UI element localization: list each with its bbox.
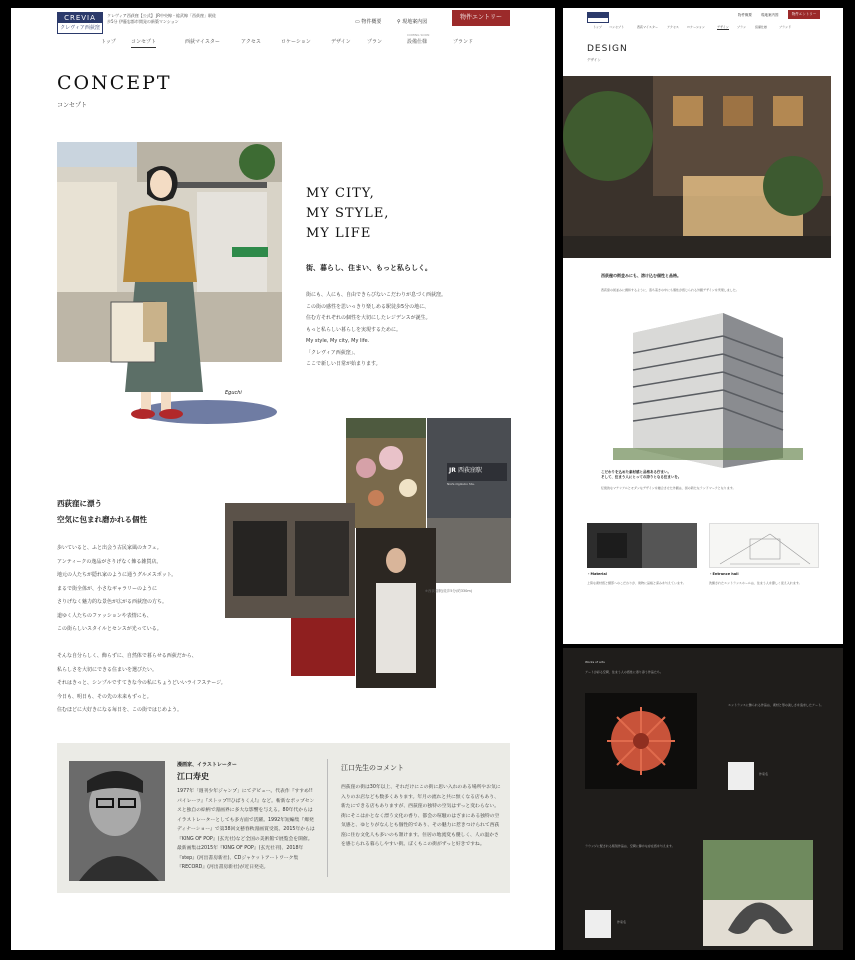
station-romaji: Nishi-Ogikubo Sta. — [447, 482, 475, 486]
entry-button[interactable]: 物件エントリー — [452, 10, 510, 26]
hero-body-line: 「クレヴィア西荻窪」、 — [306, 349, 359, 356]
hero-body-line: My style, My city, My life. — [306, 338, 370, 344]
nav-meister[interactable]: 西荻マイスター — [185, 39, 220, 45]
hero-body-line: もっと私らしい暮らしを実現するために。 — [306, 326, 402, 333]
outline-link[interactable]: ▭ 物件概要 — [355, 19, 382, 25]
works-intro: アートが彩る空間、住まう人の感性に寄り添う作品たち。 — [585, 670, 663, 674]
artist-portrait-2 — [585, 910, 611, 938]
comment-heading: 江口先生のコメント — [341, 764, 404, 772]
artist-bio: 1977年「週刊少年ジャンプ」にてデビュー。代表作『すすめ!!パイレーツ』『ストップ!!ひばりくん!』など。斬新なポップセンスと独自の絵柄で漫画界に多大な影響を与える。80年代からはイラストレーターとしても多方面で活躍。1992年短編集『爆発ディナーショー』で第38回文藝春秋漫画賞受賞。2015年からは『KING OF POP』(玄光社)など全国の美術館で展覧会を開催。最新画集は2015年『KING OF POP』(玄光社刊)、2018年『step』(河出書房新社)、CDジャケットアートワーク集『RECORD』(河出書房新社)が近日発売。 — [177, 789, 315, 870]
nav-brand[interactable]: ブランド — [453, 39, 474, 45]
sculpture-svg — [703, 840, 813, 946]
design-heading-2 — [601, 470, 681, 480]
section2-body-line: それはきっと、シンプルですてきな今の私にちょうどいいライフステージ。 — [57, 680, 226, 686]
works-label: Works of arts — [585, 660, 605, 664]
outline-link-label: 物件概要 — [361, 19, 382, 25]
section2-heading-line2: 空気に包まれ磨かれる個性 — [57, 515, 147, 524]
flowers-svg — [346, 418, 426, 528]
section2-body-line: さりげなく魅力的な景色が広がる西荻窪の方ち。 — [57, 599, 168, 605]
hero-line-3: MY LIFE — [306, 226, 372, 241]
section2-body-line: 地元の人たちが隠れ家のように通うグルメスポット。 — [57, 572, 177, 578]
entrance-label: ・Entrance hall — [709, 572, 739, 576]
section2-body-line: 住むほどに大好きになる毎日を、この街ではじめよう。 — [57, 707, 183, 713]
person-face — [386, 548, 406, 573]
artist-photo-svg — [69, 761, 165, 881]
artist-role: 漫画家、イラストレーター — [177, 762, 237, 768]
page-title: CONCEPT — [57, 72, 172, 94]
logo-bottom: クレヴィア西荻窪 — [60, 25, 100, 31]
artist-name: 江口寿史 — [177, 772, 209, 781]
nav-top[interactable]: トップ — [101, 39, 116, 45]
artist-text-2: ラウンジに配される彫刻作品は、空間に静かな存在感を与えます。 — [585, 844, 675, 848]
map-link[interactable]: ⚲ 現地案内図 — [397, 19, 428, 25]
concept-page — [11, 8, 555, 950]
building-svg — [593, 308, 813, 468]
station-sign — [447, 463, 507, 481]
nav-location[interactable]: ロケーション — [281, 39, 311, 45]
station-sign-text: 西荻窪駅 — [457, 467, 482, 474]
comment-body: 西荻窪の街は30年以上、それだけにこの街に思い入れのある場所やお気に入りのお店なども数多くあります。年月の流れと共に無くなる店もあり、新たにできる店もありますが、西荻窪の独特の空気はずっと変わらない。街にそこはかとなく漂う文化の香り、都会の喧騒のはざまにある独特の空気感と、ゆとりがなんとも個性的であり、その魅力に惹きつけられて西荻窪に住む文化人も多いのも頷けます。住居の地流変も優しく、人の温かさを感じられる暮らしやすい街。ぼくもこの街がずっと好きですね。 — [341, 785, 501, 847]
hero-illustration — [57, 142, 282, 442]
nav-plan[interactable]: プラン — [367, 39, 383, 45]
hero-body-line: 住む方それぞれの個性を大切にしたレジデンスが誕生。 — [306, 315, 431, 321]
building-render — [593, 308, 813, 468]
rnav-plan[interactable]: プラン — [737, 25, 747, 29]
cafe-window — [295, 521, 349, 596]
person-apron — [376, 583, 416, 673]
flowers-photo — [346, 418, 426, 528]
nav-equipment[interactable]: 設備仕様 — [407, 39, 428, 45]
artist-profile — [57, 743, 510, 893]
chrysanthemum-art — [585, 693, 697, 789]
artist-portrait-1 — [728, 762, 754, 790]
entrance-night-photo — [563, 76, 831, 258]
hero-line-2: MY STYLE, — [306, 206, 390, 221]
material-label: ・Material — [587, 572, 607, 576]
section2-body-line: 私らしさを大切にできる住まいを選びたい。 — [57, 666, 158, 673]
hero-subheading: 街、暮らし、住まい、もっと私らしく。 — [306, 264, 432, 272]
entrance-text: 洗練されたエントランスホールは、住まう人を優しく迎え入れます。 — [709, 581, 802, 585]
design-heading-2-line2: そして、住まう人にとっての誇りとなる住まいを。 — [601, 475, 682, 479]
rnav-equipment[interactable]: 設備仕様 — [755, 25, 768, 29]
right-outline-link[interactable]: 物件概要 — [738, 13, 752, 17]
right-entry-button[interactable]: 物件エントリー — [788, 10, 820, 19]
section2-body-2 — [57, 650, 257, 718]
page-subtitle: コンセプト — [57, 102, 88, 109]
chrysanthemum-svg — [585, 693, 697, 789]
design-page — [563, 8, 843, 644]
artist-text-1: エントランスに飾られる作品は、素材と形の美しさを追求したアート。 — [728, 703, 824, 707]
rnav-concept[interactable]: コンセプト — [609, 25, 625, 29]
section2-body-line: 歩いていると、ふと出会う古民家風のカフェ。 — [57, 545, 162, 551]
hero-headline — [306, 184, 389, 244]
right-site-logo[interactable] — [587, 12, 609, 23]
nav-concept[interactable]: コンセプト — [131, 38, 156, 48]
design-title: DESIGN — [587, 44, 628, 54]
logo-band — [588, 13, 608, 18]
art-works-section — [563, 648, 843, 950]
design-subtitle: デザイン — [587, 58, 601, 62]
map-link-label: 現地案内図 — [402, 19, 428, 25]
illustration-svg — [57, 142, 282, 442]
section2-body — [57, 542, 257, 637]
logo-description: クレヴィア西荻窪【公式】 JR中央線・総武線「西荻窪」駅徒歩5分 伊藤忠都市開発の新築マンション — [107, 13, 216, 24]
sculpture-photo — [703, 840, 813, 946]
material-svg — [587, 523, 697, 568]
rnav-access[interactable]: アクセス — [667, 25, 679, 29]
hero-line-1: MY CITY, — [306, 186, 375, 201]
profile-divider — [327, 759, 328, 877]
section2-heading-line1: 西荻窪に漂う — [57, 499, 102, 508]
sketch-svg — [710, 524, 820, 569]
entrance-sketch — [709, 523, 819, 568]
coming-soon-label: COMING SOON — [407, 33, 430, 37]
entrance-svg — [563, 76, 831, 258]
rnav-top[interactable]: トップ — [593, 25, 602, 29]
site-header — [11, 8, 555, 64]
rnav-brand[interactable]: ブランド — [779, 25, 792, 29]
photo-caption: ※西荻窪駅(徒歩5分/約330m) — [425, 589, 473, 593]
hero-body-line: この街の感性を思いっきり楽しめる駅徒歩5分の地に、 — [306, 303, 430, 310]
rnav-location[interactable]: ロケーション — [687, 25, 705, 29]
jr-logo-icon: JR — [449, 467, 458, 474]
person-photo — [356, 528, 436, 688]
section2-body-line: アンティークの逸品がさりげなく飾る雑貨店。 — [57, 558, 162, 565]
section2-heading — [57, 496, 147, 528]
hero-body-line: 街にも、人にも、自由できらびないこだわりが息づく西荻窪。 — [306, 292, 447, 298]
illustration-signature: Eguchi — [225, 390, 242, 396]
section2-body-line: 今日も、明日も、その先の未来もずっと。 — [57, 693, 152, 700]
section2-body-line: 道ゆく人たちのファッションや表情にも、 — [57, 612, 152, 619]
fabric-photo — [291, 618, 355, 676]
section2-body-line: まるで街全体が、小さなギャラリーのように — [57, 585, 157, 592]
design-body-2: 伝統的なマテリアルとモダンなデザインを融合させた外観は、街の新たなランドマークとなります。 — [601, 486, 736, 490]
site-logo[interactable] — [57, 12, 103, 34]
material-photo — [587, 523, 697, 568]
right-map-link[interactable]: 現地案内図 — [761, 13, 779, 17]
design-heading-2-line1: こだわりを込めた素材感と品格ある佇まい。 — [601, 470, 671, 474]
hero-body — [306, 290, 516, 371]
nav-design[interactable]: デザイン — [331, 39, 351, 45]
logo-top: CREVIA — [58, 13, 102, 23]
artist-name-2: 作家名 — [617, 920, 627, 924]
rnav-design[interactable]: デザイン — [717, 25, 729, 29]
hero-body-line: ここで新しい日常が始まります。 — [306, 361, 381, 367]
design-body-1: 西荻窪の街並みに調和するように、落ち着きの中にも個性が感じられる外観デザインを実現しました。 — [601, 288, 739, 292]
artist-photo — [69, 761, 165, 881]
material-text: 上質な素材感と細部へのこだわりが、建物に品格と深みを与えています。 — [587, 581, 686, 585]
nav-access[interactable]: アクセス — [241, 39, 261, 45]
rnav-meister[interactable]: 西荻マイスター — [637, 25, 658, 29]
station-photo — [427, 418, 511, 583]
design-heading-1: 西荻窪の街並みにも、溶け込む個性と品格。 — [601, 273, 681, 278]
section2-body-line: この街らしいスタイルとセンスが光っている。 — [57, 626, 162, 632]
artist-name-1: 作家名 — [759, 772, 769, 776]
station-platform — [427, 518, 511, 583]
section2-body-line: そんな自分らしく、飾らずに、自然体で暮らせる西荻だから、 — [57, 653, 197, 659]
